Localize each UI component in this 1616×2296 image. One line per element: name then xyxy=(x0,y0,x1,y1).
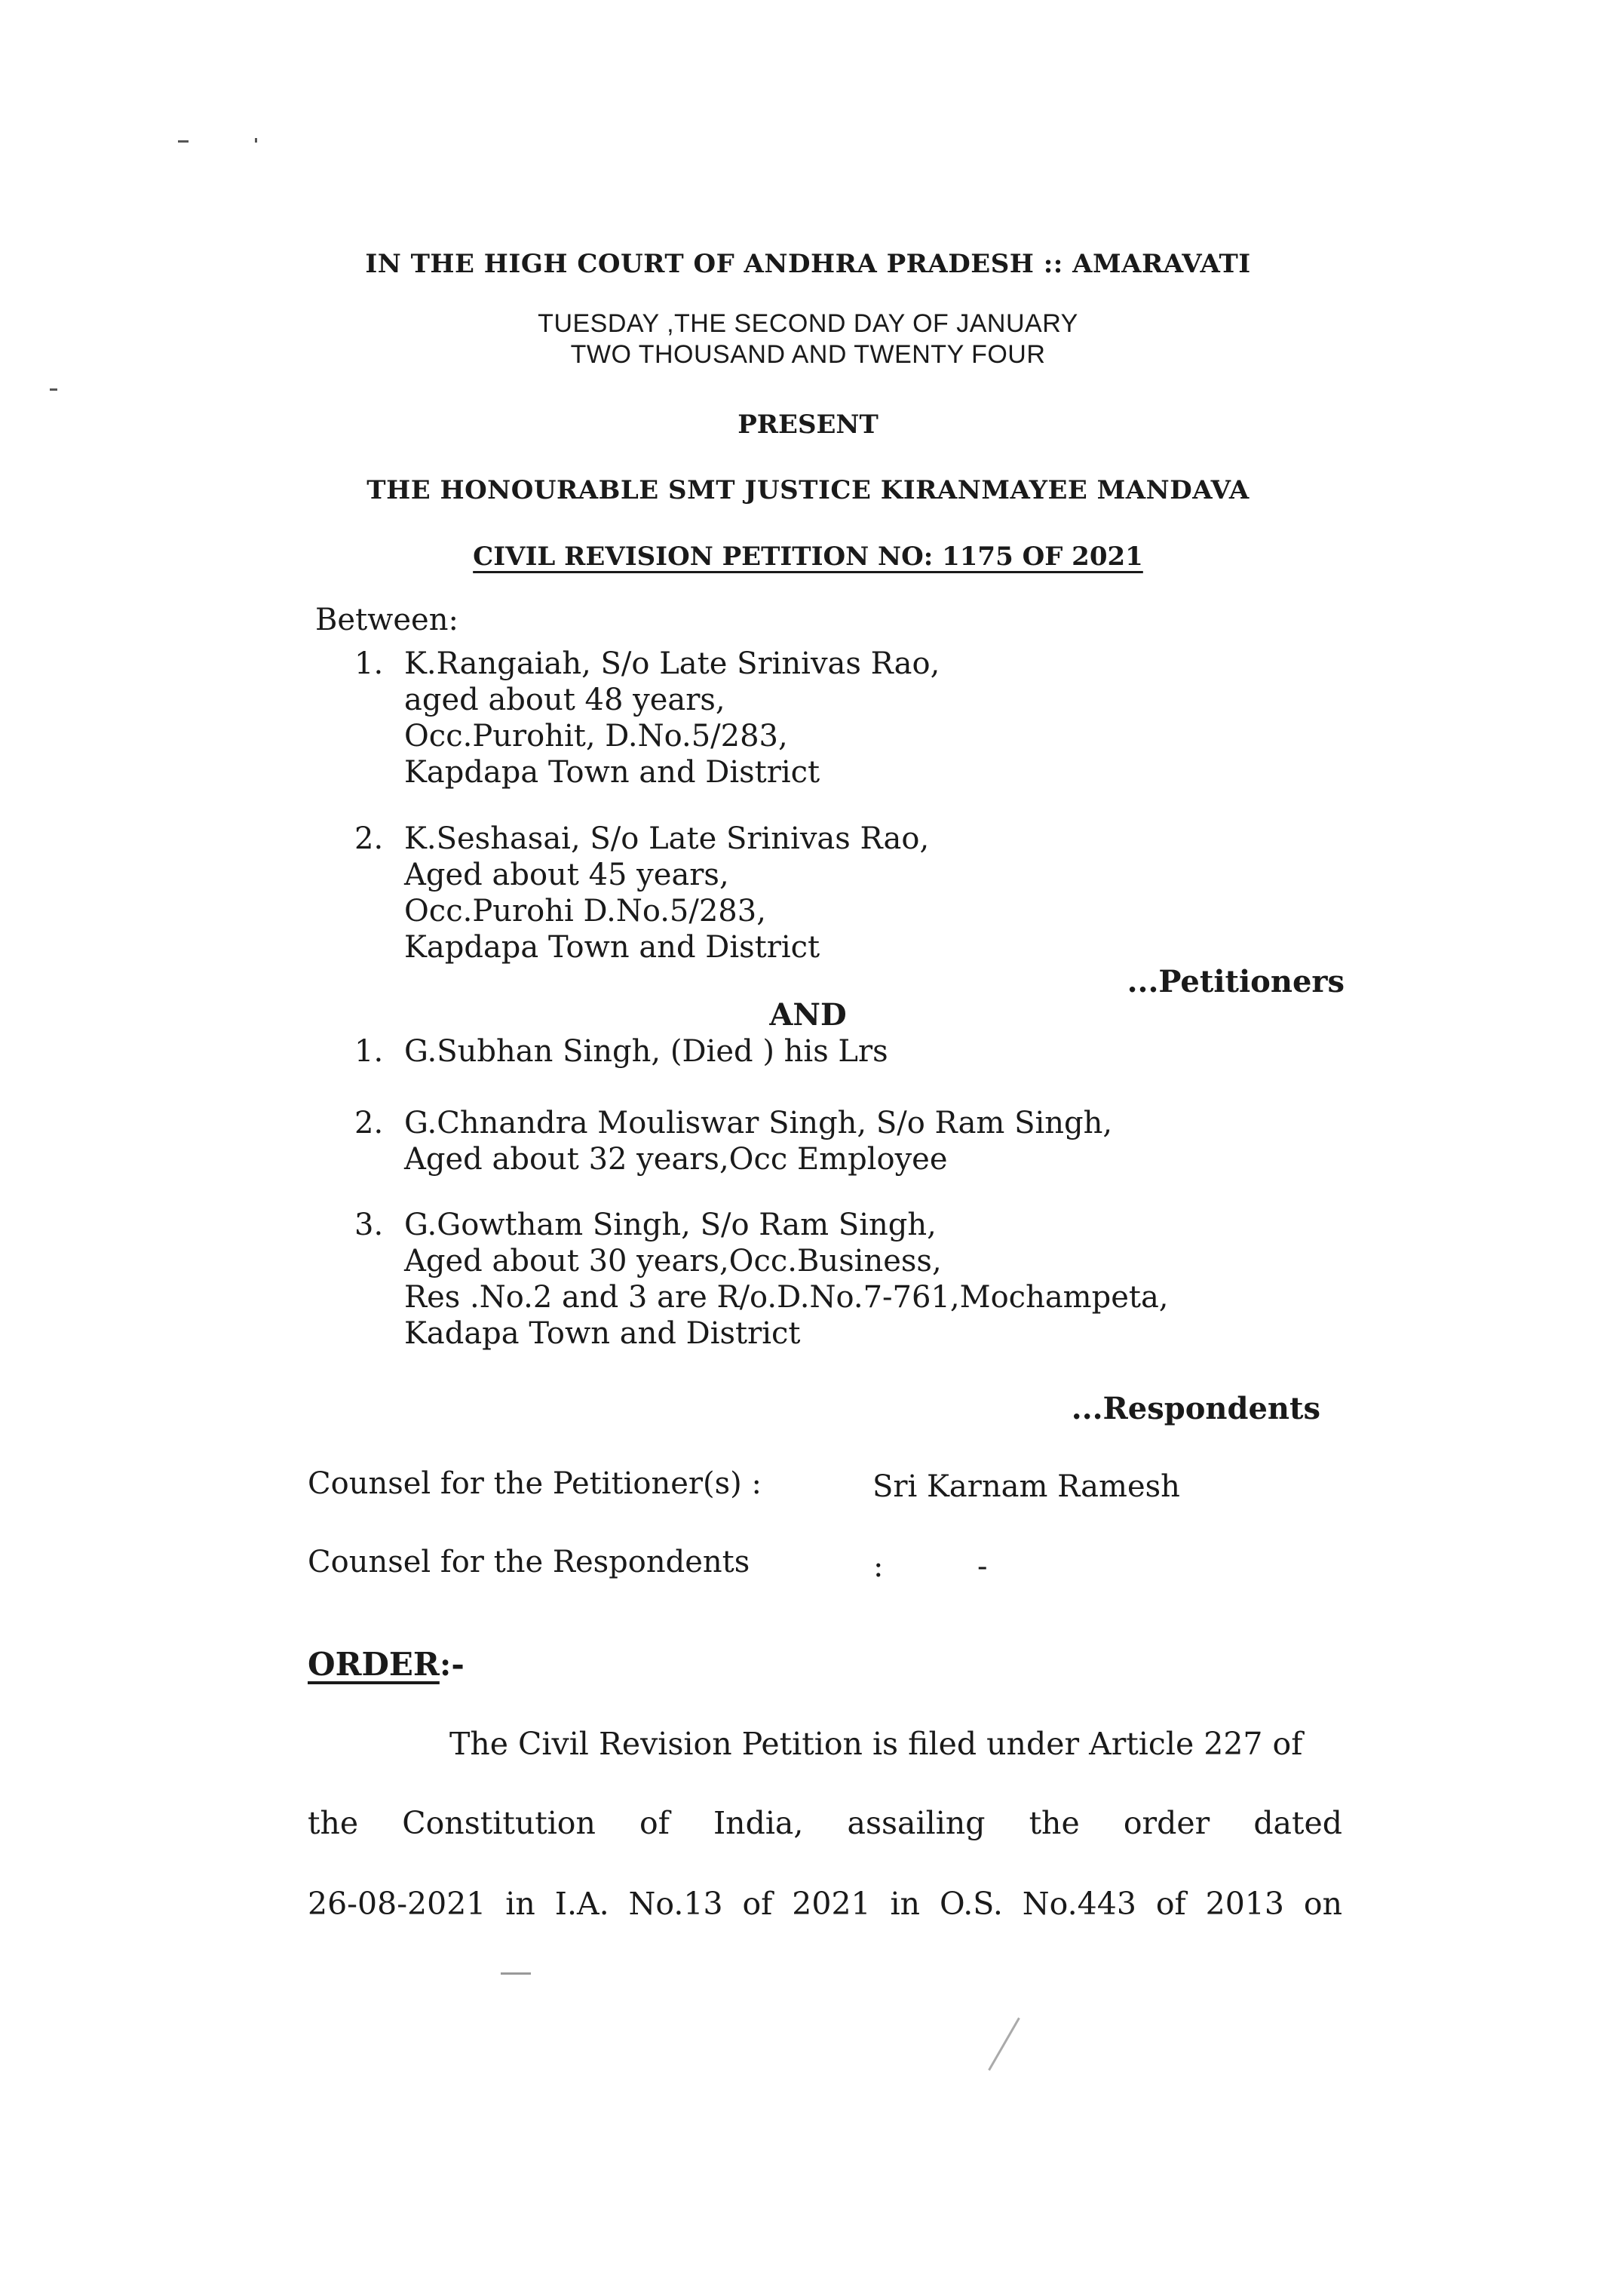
respondent-line: G.Subhan Singh, (Died ) his Lrs xyxy=(404,1034,888,1069)
order-heading-text: ORDER xyxy=(308,1646,440,1683)
order-line-1: The Civil Revision Petition is filed under Article 227 of xyxy=(449,1726,1303,1762)
counsel-respondent-value: - xyxy=(977,1549,988,1584)
scan-mark xyxy=(988,2018,1020,2071)
order-heading-suffix: :- xyxy=(439,1646,465,1683)
petitioner-line: aged about 48 years, xyxy=(404,683,725,717)
counsel-petitioner-label: Counsel for the Petitioner(s) : xyxy=(308,1466,762,1501)
petitioner-line: Occ.Purohi D.No.5/283, xyxy=(404,894,766,929)
date-line-1: TUESDAY ,THE SECOND DAY OF JANUARY xyxy=(538,309,1078,338)
counsel-respondent-label: Counsel for the Respondents xyxy=(308,1545,750,1579)
petitioner-number: 1. xyxy=(354,646,384,681)
respondent-1 xyxy=(354,1033,888,1070)
respondent-number: 2. xyxy=(354,1106,384,1140)
counsel-respondent-colon: : xyxy=(873,1549,884,1584)
respondent-line: Aged about 32 years,Occ Employee xyxy=(404,1142,948,1177)
between-label: Between: xyxy=(315,603,458,637)
petitioner-1 xyxy=(354,646,940,790)
scan-mark xyxy=(501,1972,531,1975)
petitioner-2 xyxy=(354,821,930,965)
respondent-number: 3. xyxy=(354,1208,384,1242)
respondent-line: Kadapa Town and District xyxy=(404,1316,801,1351)
order-line-2: the Constitution of India, assailing the order dated xyxy=(308,1805,1342,1841)
and-label: AND xyxy=(769,997,847,1033)
date-line-2: TWO THOUSAND AND TWENTY FOUR xyxy=(570,340,1046,369)
respondent-line: G.Gowtham Singh, S/o Ram Singh, xyxy=(404,1208,937,1242)
order-line-3: 26-08-2021 in I.A. No.13 of 2021 in O.S. No.443 of 2013 on xyxy=(308,1886,1342,1922)
petitioner-line: Kapdapa Town and District xyxy=(404,930,820,965)
petitioner-line: K.Seshasai, S/o Late Srinivas Rao, xyxy=(404,821,930,856)
petitioners-label: ...Petitioners xyxy=(1127,964,1345,999)
respondent-line: Res .No.2 and 3 are R/o.D.No.7-761,Mochampeta, xyxy=(404,1280,1169,1315)
respondent-3 xyxy=(354,1207,1169,1351)
respondent-number: 1. xyxy=(354,1034,384,1069)
counsel-petitioner-value: Sri Karnam Ramesh xyxy=(872,1469,1180,1504)
court-title: IN THE HIGH COURT OF ANDHRA PRADESH :: AMARAVATI xyxy=(365,249,1251,279)
present-label: PRESENT xyxy=(737,410,879,440)
respondent-2 xyxy=(354,1105,1113,1177)
petitioner-number: 2. xyxy=(354,821,384,856)
respondents-label: ...Respondents xyxy=(1071,1391,1320,1426)
case-number: CIVIL REVISION PETITION NO: 1175 OF 2021 xyxy=(473,542,1143,572)
respondent-line: G.Chnandra Mouliswar Singh, S/o Ram Singh, xyxy=(404,1106,1113,1140)
petitioner-line: K.Rangaiah, S/o Late Srinivas Rao, xyxy=(404,646,940,681)
order-heading xyxy=(308,1646,465,1683)
judge-name: THE HONOURABLE SMT JUSTICE KIRANMAYEE MANDAVA xyxy=(366,475,1250,505)
scan-mark xyxy=(50,388,57,391)
scan-mark xyxy=(255,138,257,143)
respondent-line: Aged about 30 years,Occ.Business, xyxy=(404,1244,942,1278)
petitioner-line: Kapdapa Town and District xyxy=(404,755,820,790)
petitioner-line: Occ.Purohit, D.No.5/283, xyxy=(404,719,788,754)
petitioner-line: Aged about 45 years, xyxy=(404,858,729,892)
scan-mark xyxy=(178,140,189,143)
